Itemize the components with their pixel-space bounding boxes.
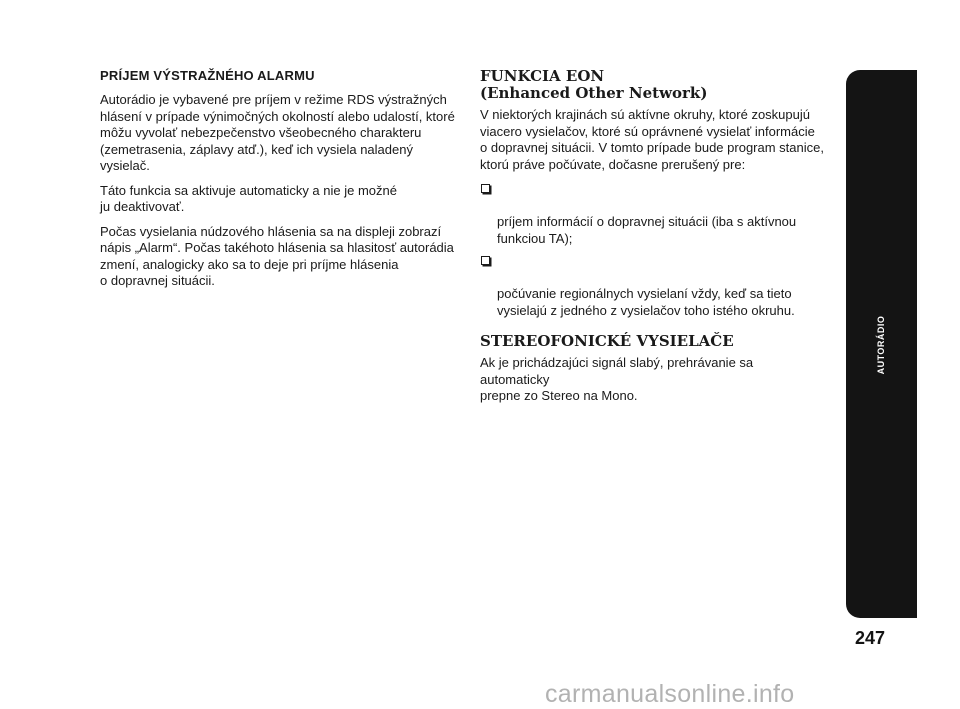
paragraph-eon-intro: V niektorých krajinách sú aktívne okruhy, ktoré zoskupujú viacero vysielačov, ktoré sú oprávnené vysielať informácie o dopravnej situácii. V tomto prípade bude program stanice, ktorú práve počúvate, dočasne prerušený pre: xyxy=(480,107,824,172)
heading-eon-title: FUNKCIA EON xyxy=(480,67,605,85)
left-column xyxy=(100,68,458,298)
bullet-text: počúvanie regionálnych vysielaní vždy, keď sa tieto vysielajú z jedného z vysielačov toho istého okruhu. xyxy=(497,286,795,318)
bullet-text: príjem informácií o dopravnej situácii (iba s aktívnou funkciou TA); xyxy=(497,214,797,246)
eon-bullet-list xyxy=(480,181,825,319)
list-item xyxy=(480,253,825,319)
right-column xyxy=(480,68,825,413)
paragraph-alarm-activation: Táto funkcia sa aktivuje automaticky a nie je možné ju deaktivovať. xyxy=(100,182,397,214)
paragraph-stereo: Ak je prichádzajúci signál slabý, prehrávanie sa automaticky prepne zo Stereo na Mono. xyxy=(480,355,754,403)
paragraph-alarm-display: Počas vysielania núdzového hlásenia sa na displeji zobrazí nápis „Alarm“. Počas takéhoto hlásenia sa hlasitosť autorádia zmení, analogicky ako sa to deje pri príjme hlásenia o dopravnej situácii. xyxy=(100,223,454,288)
paragraph-alarm-intro: Autorádio je vybavené pre príjem v režime RDS výstražných hlásení v prípade výnimočných okolností alebo udalostí, ktoré môžu vyvolať nebezpečenstvo všeobecného charakteru (zemetrasenia, záplavy atď.), keď ich vysiela naladený vysielač. xyxy=(100,92,455,173)
section-heading-alarm: PRÍJEM VÝSTRAŽNÉHO ALARMU xyxy=(100,68,315,83)
section-heading-stereo: STEREOFONICKÉ VYSIELAČE xyxy=(480,332,734,350)
checkbox-bullet-icon xyxy=(481,256,490,265)
chapter-tab-label: AUTORÁDIO xyxy=(876,315,886,375)
list-item xyxy=(480,181,825,247)
page-number: 247 xyxy=(854,628,886,648)
section-heading-eon xyxy=(480,68,825,102)
heading-eon-subtitle: (Enhanced Other Network) xyxy=(480,84,708,102)
watermark: carmanualsonline.info xyxy=(545,680,795,708)
checkbox-bullet-icon xyxy=(481,184,490,193)
